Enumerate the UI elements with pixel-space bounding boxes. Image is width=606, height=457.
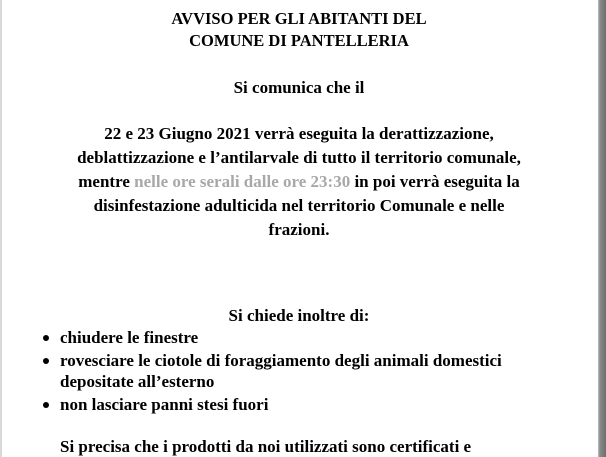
footer-text: Si precisa che i prodotti da noi utilizzati sono certificati e (60, 437, 472, 456)
notice-title-line-1: AVVISO PER GLI ABITANTI DEL (171, 9, 427, 28)
evening-hours-text: nelle ore serali dalle ore 23:30 (134, 172, 351, 191)
body-line-2: deblattizzazione e l’antilarvale di tutto il territorio comunale, (77, 148, 521, 167)
request-heading: Si chiede inoltre di: (228, 306, 370, 325)
body-line-5: frazioni. (268, 220, 330, 239)
bullet-dot-icon (43, 335, 49, 341)
body-line-3-start: mentre (78, 172, 130, 191)
list-item-text: rovesciare le ciotole di foraggiamento degli animali domestici (60, 351, 502, 370)
intro-text: Si comunica che il (233, 78, 365, 97)
body-line-4: disinfestazione adulticida nel territorio Comunale e nelle (93, 196, 505, 215)
page-left-edge (0, 0, 2, 457)
body-line-1: 22 e 23 Giugno 2021 verrà eseguita la derattizzazione, (104, 124, 494, 143)
notice-title-line-2: COMUNE DI PANTELLERIA (189, 31, 409, 50)
page-right-shadow (598, 0, 606, 457)
bullet-dot-icon (43, 358, 49, 364)
body-line-3-end: in poi verrà eseguita la (354, 172, 520, 191)
list-item-text-continued: depositate all’esterno (60, 372, 215, 391)
list-item-text: non lasciare panni stesi fuori (60, 395, 269, 414)
body-line-3 (0, 172, 598, 192)
bullet-dot-icon (43, 402, 49, 408)
list-item-text: chiudere le finestre (60, 328, 199, 347)
